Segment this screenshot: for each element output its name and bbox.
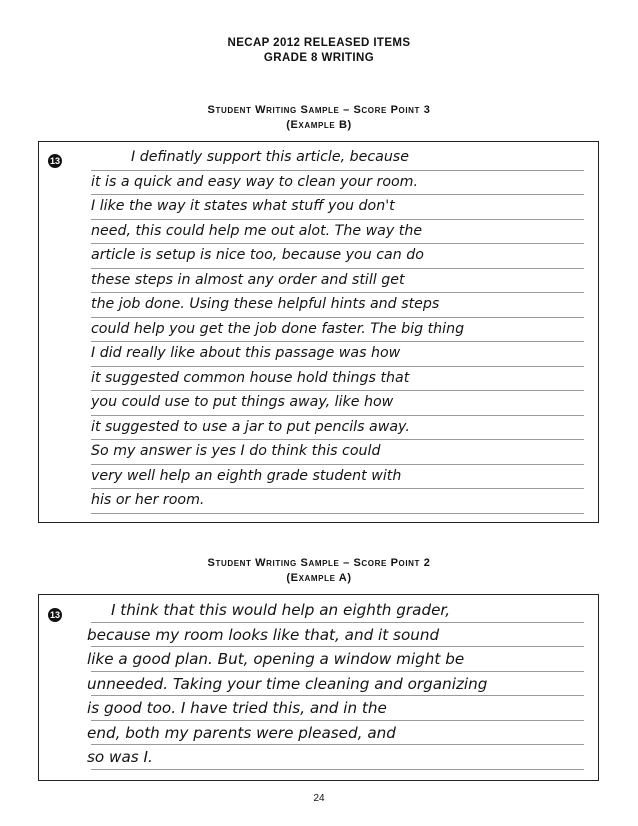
sample-1-example: (Example B) xyxy=(286,119,352,131)
ruled-line xyxy=(91,695,584,696)
ruled-line xyxy=(91,243,584,244)
ruled-line xyxy=(91,219,584,220)
ruled-line xyxy=(91,415,584,416)
handwritten-line: it is a quick and easy way to clean your room. xyxy=(91,173,419,190)
ruled-line xyxy=(91,341,584,342)
ruled-line xyxy=(91,744,584,745)
handwritten-line: article is setup is nice too, because you can do xyxy=(91,247,424,263)
ruled-line xyxy=(91,292,584,293)
handwritten-line: end, both my parents were pleased, and xyxy=(87,723,396,742)
handwritten-line: it suggested to use a jar to put pencils away. xyxy=(91,418,410,435)
ruled-line xyxy=(91,366,584,367)
handwritten-line: the job done. Using these helpful hints and steps xyxy=(91,296,440,312)
sample-2-response-box xyxy=(38,594,599,781)
handwritten-line: I like the way it states what stuff you don't xyxy=(91,198,395,214)
header-subtitle: GRADE 8 WRITING xyxy=(263,52,375,64)
handwritten-line: I did really like about this passage was how xyxy=(91,345,401,361)
ruled-line xyxy=(91,268,584,269)
ruled-line xyxy=(91,170,584,171)
sample-1-response-box xyxy=(38,141,599,523)
handwritten-line: unneeded. Taking your time cleaning and organizing xyxy=(87,674,488,693)
handwritten-line: these steps in almost any order and still get xyxy=(91,271,405,288)
ruled-line xyxy=(91,194,584,195)
handwritten-line: because my room looks like that, and it sound xyxy=(87,625,440,644)
handwritten-line: so was I. xyxy=(87,748,153,766)
ruled-line xyxy=(91,513,584,514)
item-number-badge: 13 xyxy=(49,156,60,166)
handwritten-line: could help you get the job done faster. The big thing xyxy=(91,320,465,337)
ruled-line xyxy=(91,622,584,623)
header-title: NECAP 2012 RELEASED ITEMS xyxy=(227,37,411,49)
sample-1-title: Student Writing Sample – Score Point 3 xyxy=(207,104,431,116)
handwritten-line: is good too. I have tried this, and in the xyxy=(87,699,387,717)
handwritten-line: I definatly support this article, because xyxy=(131,149,409,165)
page-number: 24 xyxy=(313,793,325,804)
handwritten-line: his or her room. xyxy=(91,492,205,508)
handwritten-line: it suggested common house hold things that xyxy=(91,369,410,386)
ruled-line xyxy=(91,464,584,465)
ruled-line xyxy=(91,488,584,489)
item-number-badge: 13 xyxy=(49,610,60,620)
ruled-line xyxy=(91,390,584,391)
ruled-line xyxy=(91,646,584,647)
ruled-line xyxy=(91,720,584,721)
handwritten-line: So my answer is yes I do think this could xyxy=(91,443,381,459)
ruled-line xyxy=(91,671,584,672)
handwritten-line: like a good plan. But, opening a window might be xyxy=(87,650,465,668)
ruled-line xyxy=(91,439,584,440)
handwritten-line: I think that this would help an eighth grader, xyxy=(111,601,451,619)
handwritten-line: you could use to put things away, like how xyxy=(91,394,394,410)
ruled-line xyxy=(91,317,584,318)
sample-2-title: Student Writing Sample – Score Point 2 xyxy=(207,557,431,569)
handwritten-line: need, this could help me out alot. The way the xyxy=(91,222,423,239)
ruled-line xyxy=(91,769,584,770)
handwritten-line: very well help an eighth grade student with xyxy=(91,467,402,484)
sample-2-example: (Example A) xyxy=(286,572,352,584)
